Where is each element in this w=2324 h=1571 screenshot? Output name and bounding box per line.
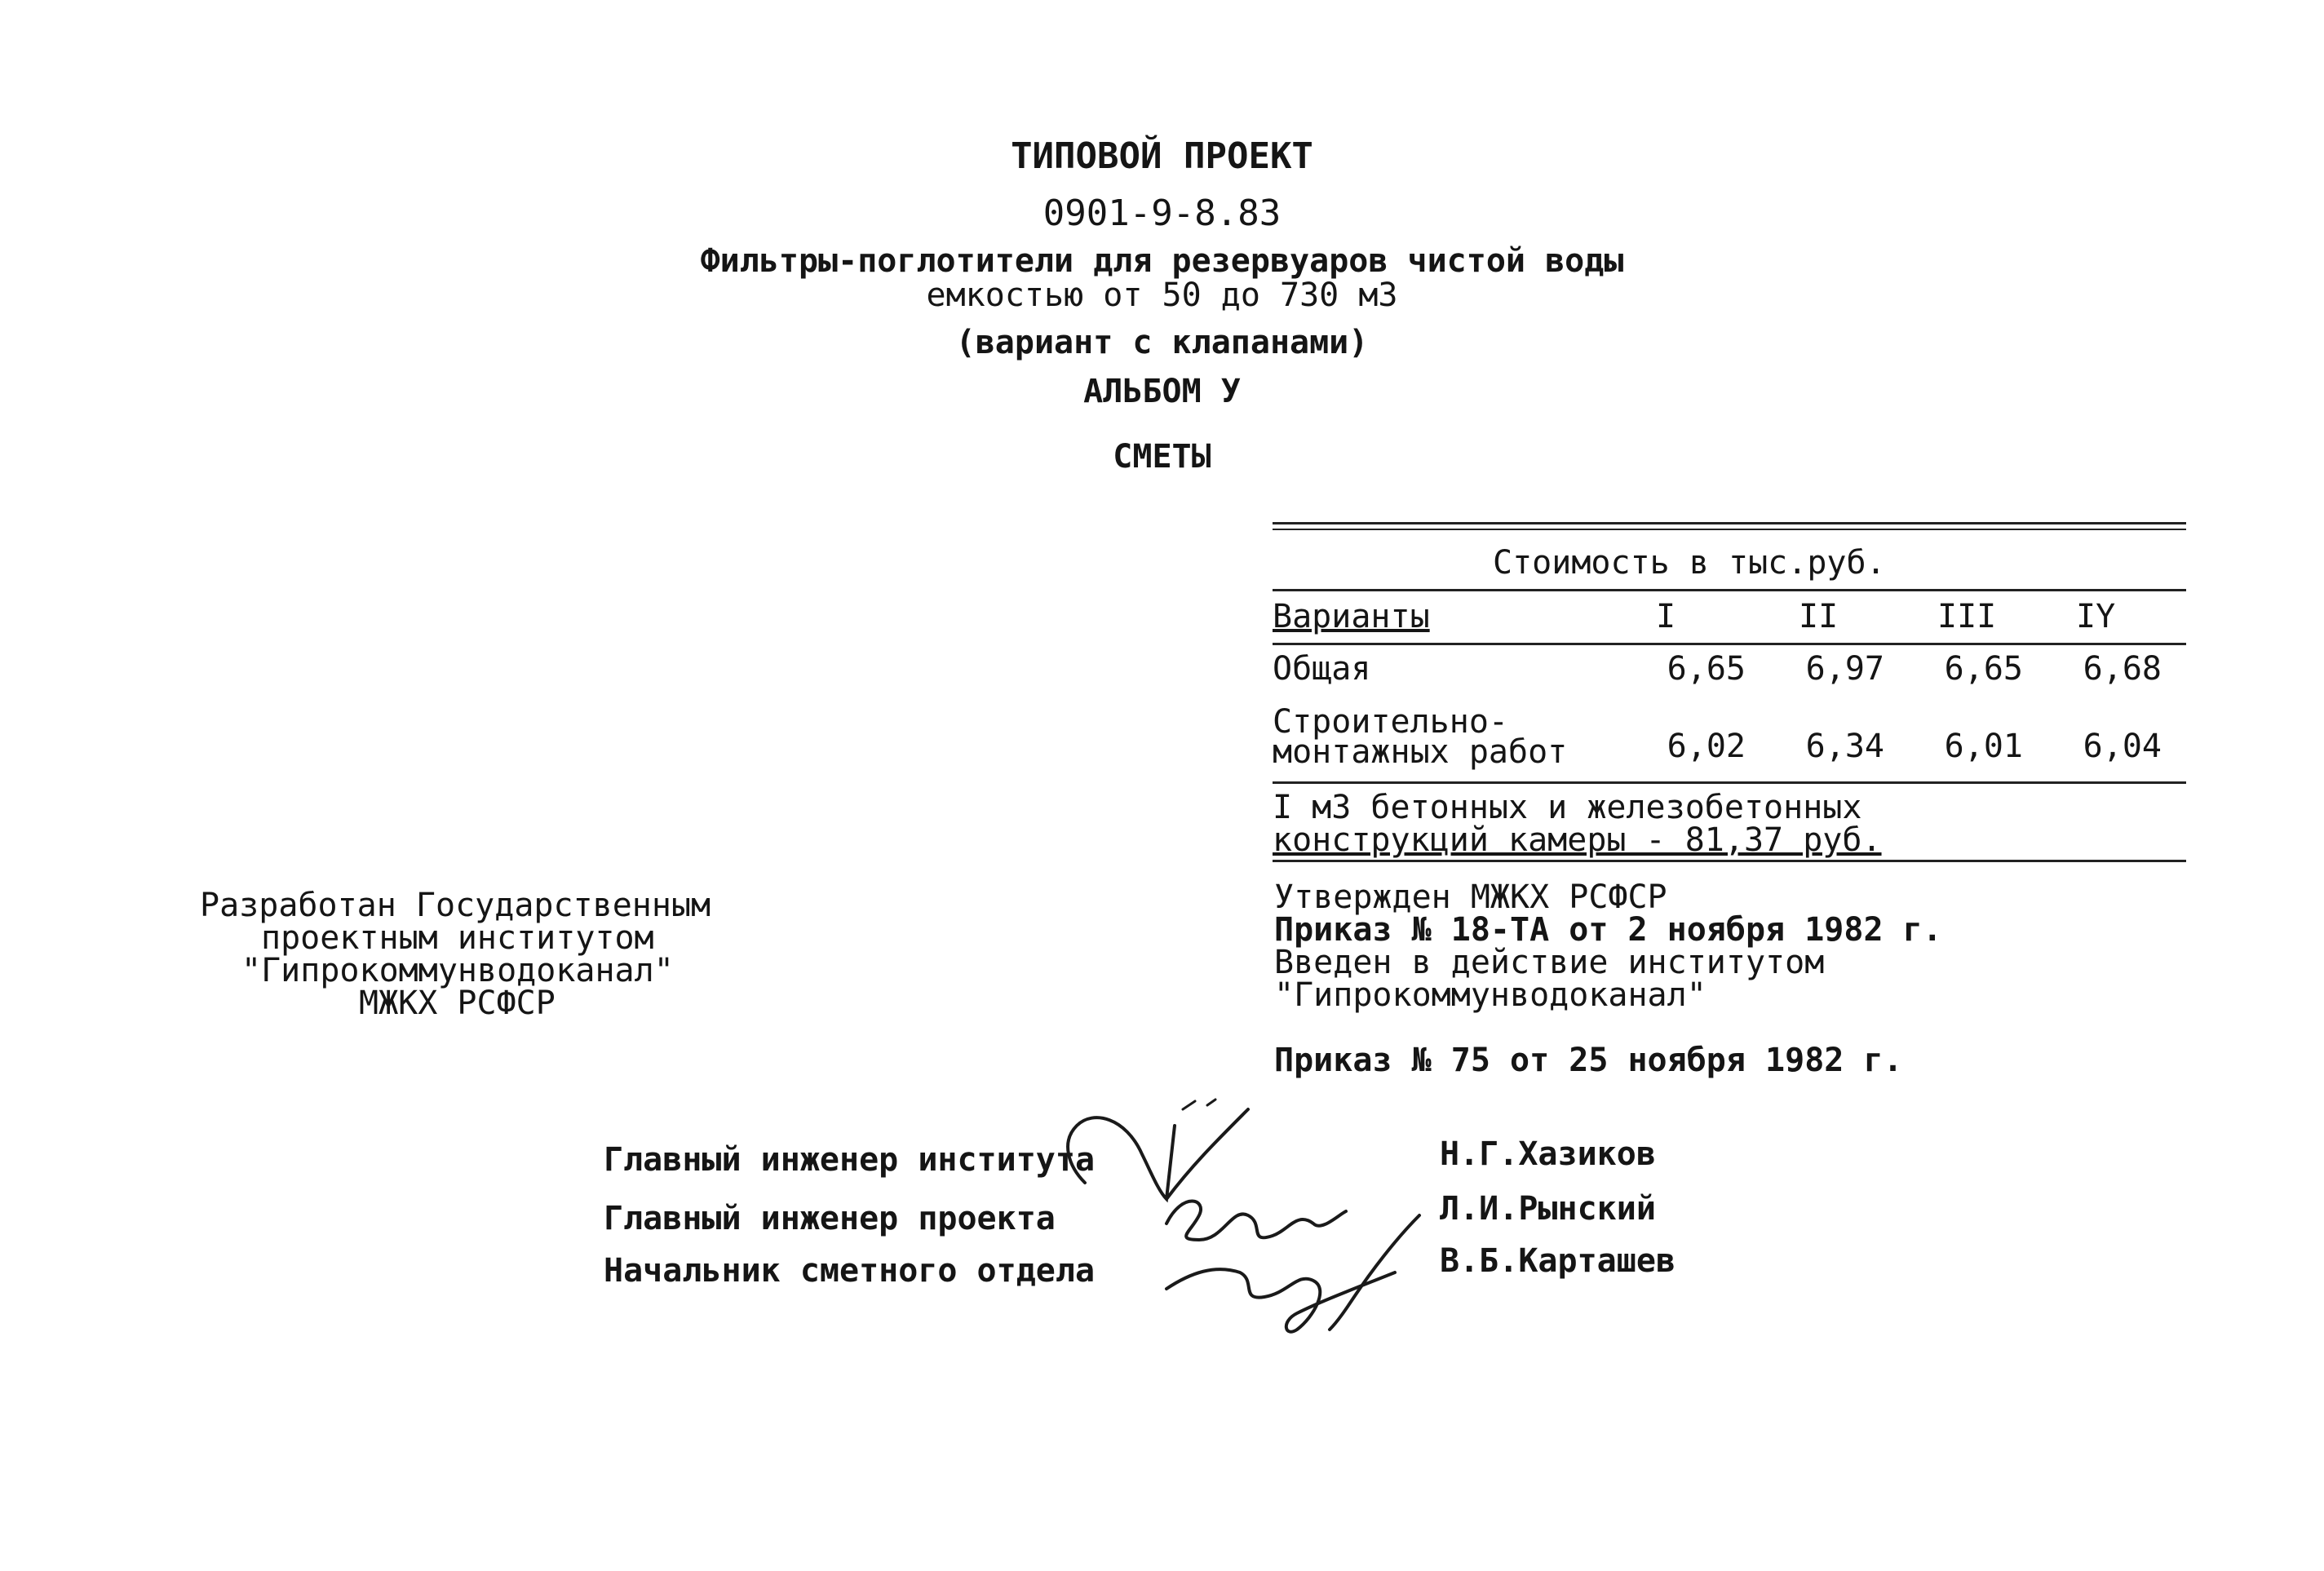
approval-line3: Введен в действие институтом xyxy=(1274,944,1825,981)
table-bottom-rule xyxy=(1273,860,2186,862)
table-cell: 6,02 xyxy=(1667,728,1746,765)
table-cell: 6,97 xyxy=(1805,650,1884,688)
cost-caption: Стоимость в тыс.руб. xyxy=(1493,544,1886,582)
variant-note: (вариант с клапанами) xyxy=(955,324,1369,361)
table-top-rule xyxy=(1273,522,2186,530)
footnote-line1: I м3 бетонных и железобетонных xyxy=(1273,789,1862,826)
row-label: Строительно- xyxy=(1273,703,1508,741)
signatory-role: Главный инженер проекта xyxy=(604,1200,1056,1237)
table-header-rule xyxy=(1273,643,2186,645)
table-cell: 6,01 xyxy=(1944,728,2023,765)
developer-line2: проектным институтом xyxy=(261,919,654,957)
table-cell: 6,68 xyxy=(2083,650,2162,688)
table-cell: 6,34 xyxy=(1805,728,1884,765)
table-caption-rule xyxy=(1273,589,2186,591)
column-header: I xyxy=(1656,598,1676,635)
table-body-rule xyxy=(1273,781,2186,784)
footnote-line2: конструкций камеры - 81,37 руб. xyxy=(1273,821,1882,859)
developer-line4: МЖКХ РСФСР xyxy=(359,985,556,1022)
cost-table xyxy=(1273,522,2186,865)
approval-line2: Приказ № 18-ТА от 2 ноября 1982 г. xyxy=(1274,911,1942,949)
signature-chief-engineer-project xyxy=(1150,1166,1444,1346)
row-label-line2: монтажных работ xyxy=(1273,733,1568,771)
approval-order: Приказ № 75 от 25 ноября 1982 г. xyxy=(1274,1042,1903,1079)
signatory-name: Н.Г.Хазиков xyxy=(1440,1135,1656,1173)
approval-line4: "Гипрокоммунводоканал" xyxy=(1274,976,1706,1014)
project-title-line1: Фильтры-поглотители для резервуаров чистой воды xyxy=(700,242,1624,280)
signatory-name: Л.И.Рынский xyxy=(1440,1190,1656,1228)
project-type-heading: ТИПОВОЙ ПРОЕКТ xyxy=(1011,135,1313,177)
column-header: IY xyxy=(2076,598,2116,635)
row-label: Общая xyxy=(1273,650,1371,688)
table-cell: 6,04 xyxy=(2083,728,2162,765)
album-label: АЛЬБОМ У xyxy=(1083,373,1241,410)
signatory-role: Начальник сметного отдела xyxy=(604,1252,1096,1290)
variants-label: Варианты xyxy=(1273,598,1430,635)
column-header: III xyxy=(1937,598,1997,635)
table-cell: 6,65 xyxy=(1667,650,1746,688)
signatory-role: Главный инженер института xyxy=(604,1141,1096,1179)
column-header: II xyxy=(1799,598,1839,635)
project-title-line2: емкостью от 50 до 730 м3 xyxy=(926,277,1398,314)
project-code: 0901-9-8.83 xyxy=(1042,193,1282,234)
section-title: СМЕТЫ xyxy=(1113,438,1211,476)
developer-line1: Разработан Государственным xyxy=(200,887,711,924)
developer-line3: "Гипрокоммунводоканал" xyxy=(241,952,674,989)
approval-line1: Утвержден МЖКХ РСФСР xyxy=(1274,878,1667,916)
table-cell: 6,65 xyxy=(1944,650,2023,688)
signatory-name: В.Б.Карташев xyxy=(1440,1242,1675,1280)
